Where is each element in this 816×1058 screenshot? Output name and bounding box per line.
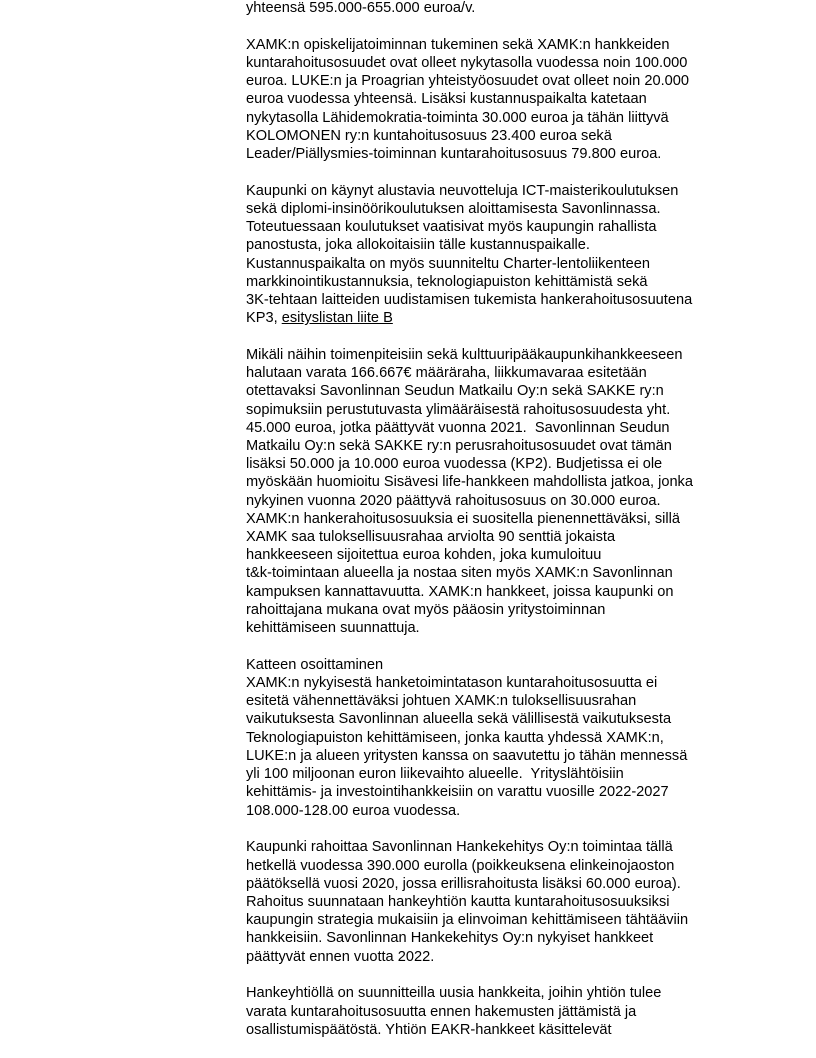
paragraph-hankekehitys: [246, 838, 746, 965]
text-line: halutaan varata 166.667€ määräraha, liikkumavaraa esitetään: [246, 365, 647, 382]
paragraph-ict-education: [246, 182, 746, 328]
text-line: kuntarahoitusosuudet ovat olleet nykytasolla vuodessa noin 100.000: [246, 55, 688, 71]
text-line: Rahoitus suunnataan hankeyhtiön kautta kuntarahoitusosuuksiksi: [246, 893, 670, 910]
text-line: hetkellä vuodessa 390.000 eurolla (poikkeuksena elinkeinojaoston: [246, 857, 675, 874]
text-line: Kaupunki on käynyt alustavia neuvotteluja ICT-maisterikoulutuksen: [246, 182, 679, 199]
text-line: Matkailu Oy:n sekä SAKKE ry:n perusrahoitusosuudet ovat tämän: [246, 438, 672, 455]
text-line: t&k-toimintaan alueella ja nostaa siten myös XAMK:n Savonlinnan: [246, 565, 673, 582]
text-line: yli 100 miljoonan euron liikevaihto alueelle. Yrityslähtöisiin: [246, 766, 624, 783]
text-line: Mikäli näihin toimenpiteisiin sekä kulttuuripääkaupunkihankkeeseen: [246, 347, 683, 364]
text-line: varata kuntarahoitusosuutta ennen hakemusten jättämistä ja: [246, 1003, 637, 1020]
text-line: 108.000-128.00 euroa vuodessa.: [246, 802, 461, 819]
text-line: Kaupunki rahoittaa Savonlinnan Hankekehitys Oy:n toimintaa tällä: [246, 839, 673, 856]
text-line-prefix: KP3,: [246, 310, 282, 327]
text-line: Leader/Piällysmies-toiminnan kuntarahoitusosuus 79.800 euroa.: [246, 146, 662, 163]
section-heading: Katteen osoittaminen: [246, 656, 384, 673]
text-line: nykyinen vuonna 2020 päättyvä rahoitusosuus on 30.000 euroa.: [246, 492, 661, 509]
text-line: kaupungin strategia mukaisiin ja elinvoiman kehittämiseen tähtääviin: [246, 912, 689, 929]
document-page: [246, 0, 746, 1058]
text-line: euroa. LUKE:n ja Proagrian yhteistyöosuudet ovat olleet noin 20.000: [246, 73, 689, 90]
text-line: kampuksen kannattavuutta. XAMK:n hankkeet, joissa kaupunki on: [246, 583, 674, 600]
text-line: myöskään huomioitu Sisävesi life-hankkeen mahdollista jatkoa, jonka: [246, 474, 693, 491]
text-line: päätöksellä vuosi 2020, jossa erillisrahoitusta lisäksi 60.000 euroa).: [246, 875, 681, 892]
text-line: XAMK:n nykyisestä hanketoimintatason kuntarahoitusosuutta ei: [246, 675, 658, 692]
text-line: Hankeyhtiöllä on suunnitteilla uusia hankkeita, joihin yhtiön tulee: [246, 985, 662, 1002]
text-line-with-link: [246, 309, 746, 327]
text-line: KOLOMONEN ry:n kuntahoitusosuus 23.400 euroa sekä: [246, 127, 612, 144]
text-line: euroa vuodessa yhteensä. Lisäksi kustannuspaikalta katetaan: [246, 91, 647, 108]
text-line: vaikutuksesta Savonlinnan alueella sekä välillisestä vaikutuksesta: [246, 711, 672, 728]
text-line: panostusta, joka allokoitaisiin tälle kustannuspaikalle.: [246, 237, 590, 254]
text-line: rahoittajana mukana ovat myös pääosin yritystoiminnan: [246, 601, 606, 618]
paragraph-new-projects: [246, 984, 746, 1039]
text-line: hankkeeseen sijoitettua euroa kohden, joka kumuloituu: [246, 547, 602, 564]
text-line: hankkeisiin. Savonlinnan Hankekehitys Oy:n nykyiset hankkeet: [246, 930, 654, 947]
text-line: yhteensä 595.000-655.000 euroa/v.: [246, 0, 476, 16]
text-line: kehittämiseen suunnattuja.: [246, 620, 420, 637]
text-line: nykytasolla Lähidemokratia-toiminta 30.000 euroa ja tähän liittyvä: [246, 109, 669, 126]
text-line: päättyvät ennen vuotta 2022.: [246, 948, 435, 965]
text-line: XAMK saa tuloksellisuusrahaa arviolta 90 senttiä jokaista: [246, 529, 616, 546]
text-line: otettavaksi Savonlinnan Seudun Matkailu Oy:n sekä SAKKE ry:n: [246, 383, 664, 400]
text-line: 45.000 euroa, jotka päättyvät vuonna 2021. Savonlinnan Seudun: [246, 419, 670, 436]
paragraph-coverage: [246, 656, 746, 820]
text-line: Toteutuessaan koulutukset vaatisivat myös kaupungin rahallista: [246, 219, 657, 236]
text-line: XAMK:n hankerahoitusosuuksia ei suositella pienennettäväksi, sillä: [246, 510, 681, 527]
text-line: XAMK:n opiskelijatoiminnan tukeminen sekä XAMK:n hankkeiden: [246, 36, 670, 53]
text-line: Teknologiapuiston kehittämiseen, jonka kautta yhdessä XAMK:n,: [246, 729, 664, 746]
text-line: 3K-tehtaan laitteiden uudistamisen tukemista hankerahoitusosuutena: [246, 292, 693, 309]
text-line: osallistumispäätöstä. Yhtiön EAKR-hankkeet käsittelevät: [246, 1021, 612, 1038]
paragraph-culture-capital: [246, 346, 746, 637]
agenda-appendix-b-link[interactable]: esityslistan liite B: [281, 310, 393, 327]
text-line: LUKE:n ja alueen yritysten kanssa on saavutettu jo tähän mennessä: [246, 747, 688, 764]
text-line: sopimuksiin perustutuvasta ylimääräisestä rahoitusosuudesta yht.: [246, 401, 671, 418]
paragraph-xamk-funding: [246, 36, 746, 163]
paragraph-budget-total: [246, 0, 746, 17]
text-line: markkinointikustannuksia, teknologiapuiston kehittämistä sekä: [246, 273, 648, 290]
text-line: sekä diplomi-insinöörikoulutuksen aloittamisesta Savonlinnassa.: [246, 201, 661, 218]
text-line: esitetä vähennettäväksi johtuen XAMK:n tuloksellisuusrahan: [246, 693, 637, 710]
text-line: Kustannuspaikalta on myös suunniteltu Charter-lentoliikenteen: [246, 255, 651, 272]
text-line: lisäksi 50.000 ja 10.000 euroa vuodessa (KP2). Budjetissa ei ole: [246, 456, 663, 473]
text-line: kehittämis- ja investointihankkeisiin on varattu vuosille 2022-2027: [246, 784, 669, 801]
